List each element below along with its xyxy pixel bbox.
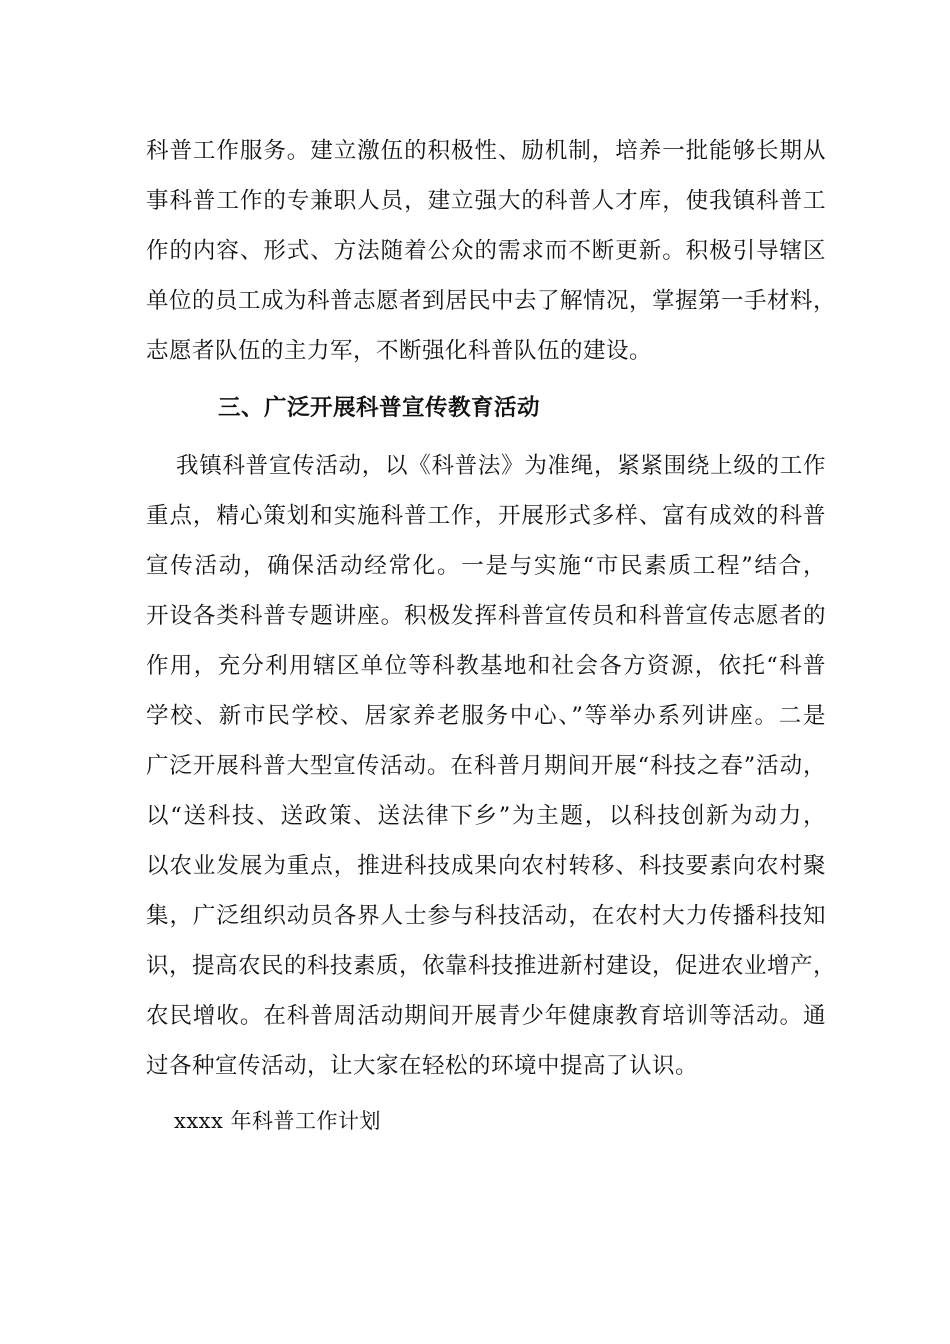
paragraph-2-line-8: 以“送科技、送政策、送法律下乡”为主题，以科技创新为动力，: [146, 803, 826, 829]
next-document-title: xxxx 年科普工作计划: [174, 1109, 382, 1133]
paragraph-1-line-4: 单位的员工成为科普志愿者到居民中去了解情况，掌握第一手材料，: [146, 288, 837, 314]
paragraph-2-line-12: 农民增收。在科普周活动期间开展青少年健康教育培训等活动。通: [146, 1003, 826, 1029]
paragraph-2-line-9: 以农业发展为重点，推进科技成果向农村转移、科技要素向农村聚: [146, 853, 826, 879]
paragraph-2-line-1: 我镇科普宣传活动，以《科普法》为准绳，紧紧围绕上级的工作: [176, 453, 826, 479]
paragraph-1-line-3: 作的内容、形式、方法随着公众的需求而不断更新。积极引导辖区: [146, 238, 826, 264]
paragraph-2-line-10: 集，广泛组织动员各界人士参与科技活动，在农村大力传播科技知: [146, 903, 826, 929]
paragraph-2-line-13: 过各种宣传活动，让大家在轻松的环境中提高了认识。: [146, 1053, 699, 1079]
paragraph-2-line-11: 识，提高农民的科技素质，依靠科技推进新村建设，促进农业增产，: [146, 953, 837, 979]
paragraph-2-line-4: 开设各类科普专题讲座。积极发挥科普宣传员和科普宣传志愿者的: [146, 603, 826, 629]
paragraph-2-line-6: 学校、新市民学校、居家养老服务中心、”等举办系列讲座。二是: [146, 703, 826, 729]
paragraph-2-line-5: 作用，充分利用辖区单位等科教基地和社会各方资源，依托“科普: [146, 653, 826, 679]
paragraph-1-line-1: 科普工作服务。建立激伍的积极性、励机制，培养一批能够长期从: [146, 138, 826, 164]
paragraph-1-line-5: 志愿者队伍的主力军，不断强化科普队伍的建设。: [146, 338, 653, 364]
paragraph-2-line-7: 广泛开展科普大型宣传活动。在科普月期间开展“科技之春”活动，: [146, 753, 826, 779]
paragraph-1-line-2: 事科普工作的专兼职人员，建立强大的科普人才库，使我镇科普工: [146, 188, 826, 214]
paragraph-2-line-3: 宣传活动，确保活动经常化。一是与实施“市民素质工程”结合，: [146, 553, 826, 579]
section-heading: 三、广泛开展科普宣传教育活动: [218, 395, 541, 421]
paragraph-2-line-2: 重点，精心策划和实施科普工作，开展形式多样、富有成效的科普: [146, 503, 826, 529]
